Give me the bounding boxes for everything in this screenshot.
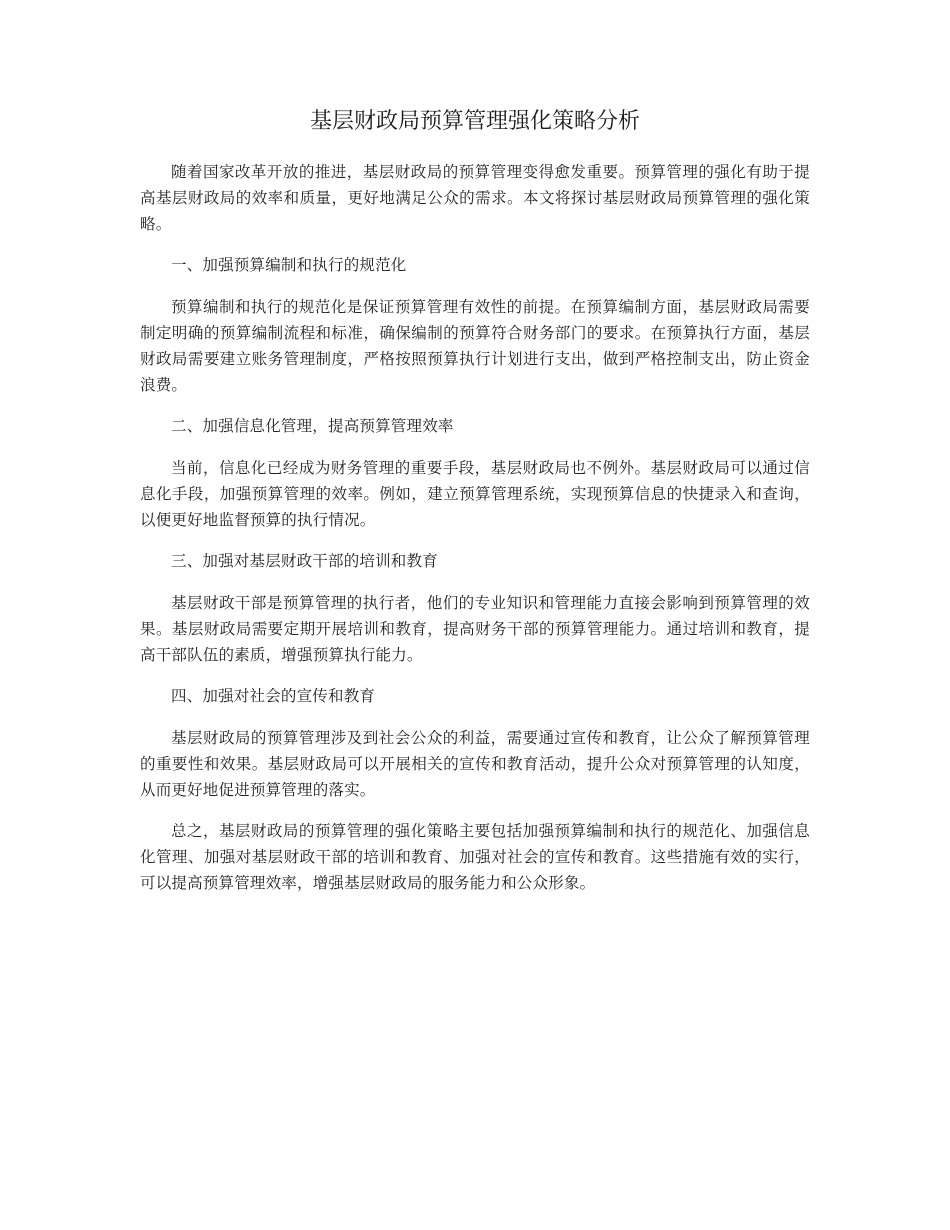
section-1-paragraph: 预算编制和执行的规范化是保证预算管理有效性的前提。在预算编制方面，基层财政局需要制定明确的预算编制流程和标准，确保编制的预算符合财务部门的要求。在预算执行方面，基层财政局需要建立账务管理制度，严格按照预算执行计划进行支出，做到严格控制支出，防止资金浪费。 bbox=[140, 298, 810, 394]
conclusion-paragraph: 总之，基层财政局的预算管理的强化策略主要包括加强预算编制和执行的规范化、加强信息化管理、加强对基层财政干部的培训和教育、加强对社会的宣传和教育。这些措施有效的实行，可以提高预算管理效率，增强基层财政局的服务能力和公众形象。 bbox=[140, 822, 810, 892]
section-4-heading: 四、加强对社会的宣传和教育 bbox=[171, 687, 376, 705]
section-3-heading: 三、加强对基层财政干部的培训和教育 bbox=[171, 552, 438, 570]
section-1-heading: 一、加强预算编制和执行的规范化 bbox=[171, 256, 407, 274]
section-2-heading: 二、加强信息化管理，提高预算管理效率 bbox=[171, 417, 454, 435]
intro-paragraph: 随着国家改革开放的推进，基层财政局的预算管理变得愈发重要。预算管理的强化有助于提高基层财政局的效率和质量，更好地满足公众的需求。本文将探讨基层财政局预算管理的强化策略。 bbox=[140, 163, 810, 233]
section-3-paragraph: 基层财政干部是预算管理的执行者，他们的专业知识和管理能力直接会影响到预算管理的效果。基层财政局需要定期开展培训和教育，提高财务干部的预算管理能力。通过培训和教育，提高干部队伍的素质，增强预算执行能力。 bbox=[140, 594, 810, 664]
document-title: 基层财政局预算管理强化策略分析 bbox=[309, 109, 640, 134]
section-2-paragraph: 当前，信息化已经成为财务管理的重要手段，基层财政局也不例外。基层财政局可以通过信息化手段，加强预算管理的效率。例如，建立预算管理系统，实现预算信息的快捷录入和查询，以便更好地监督预算的执行情况。 bbox=[140, 459, 810, 529]
section-4-paragraph: 基层财政局的预算管理涉及到社会公众的利益，需要通过宣传和教育，让公众了解预算管理的重要性和效果。基层财政局可以开展相关的宣传和教育活动，提升公众对预算管理的认知度，从而更好地促进预算管理的落实。 bbox=[140, 729, 810, 799]
document-content bbox=[140, 103, 810, 911]
